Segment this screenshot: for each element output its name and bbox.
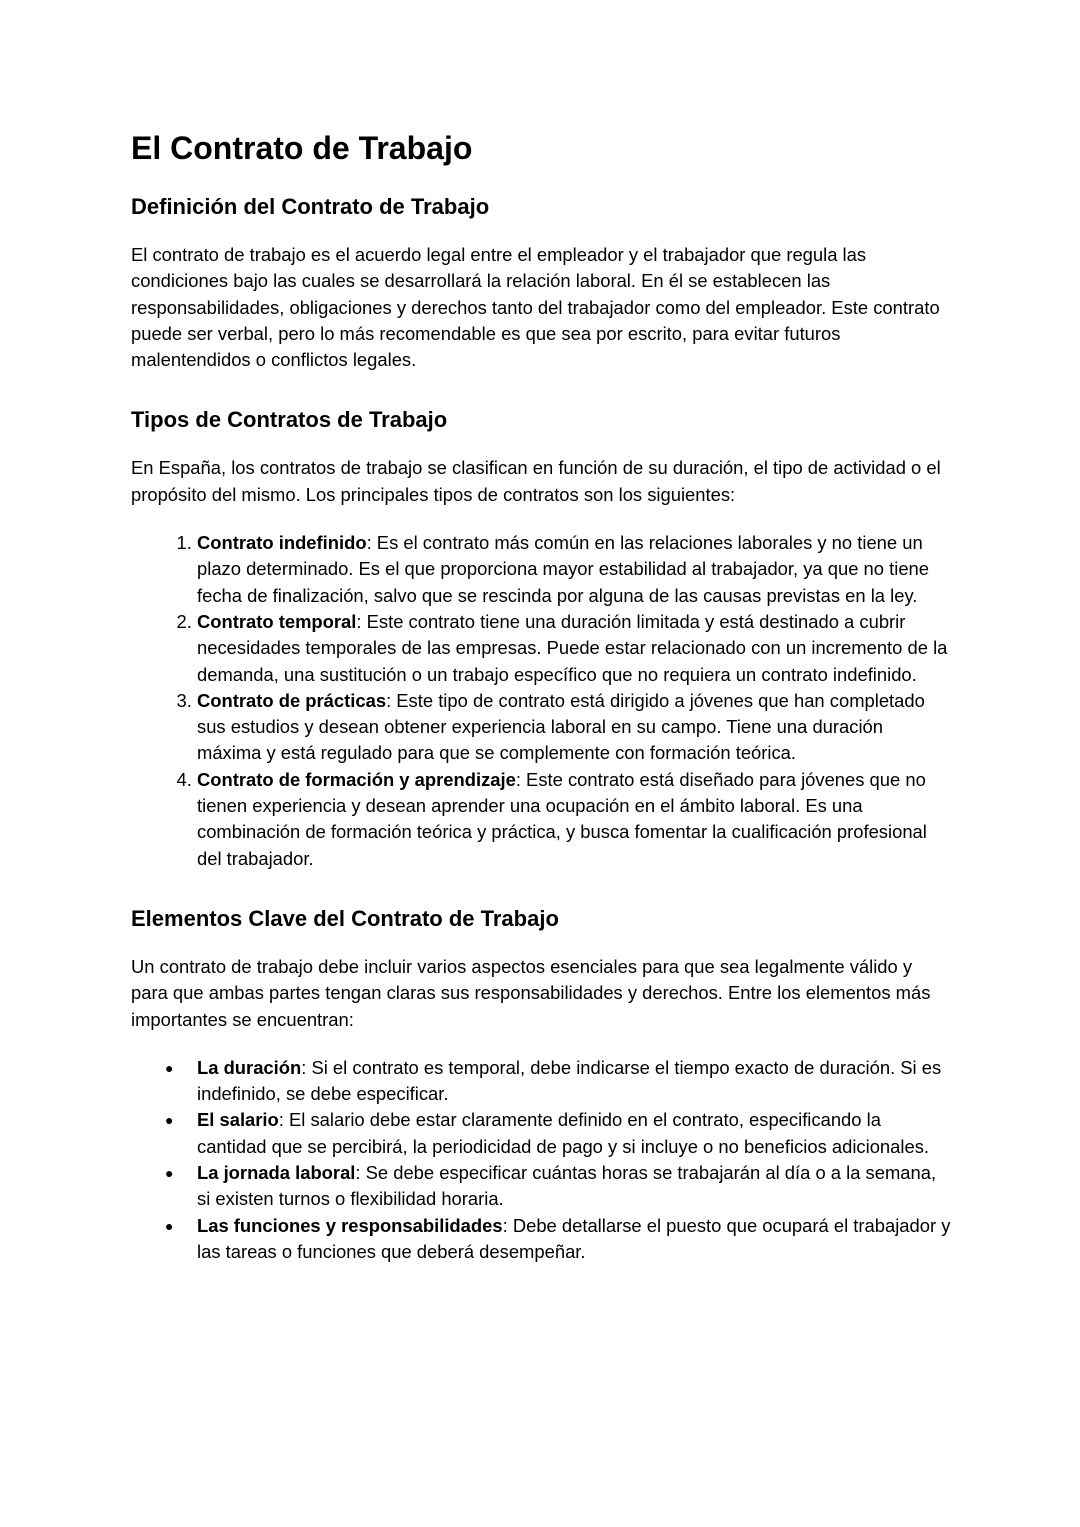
list-item-term: Las funciones y responsabilidades [197, 1214, 503, 1236]
list-item [197, 688, 951, 767]
section-heading-elementos: Elementos Clave del Contrato de Trabajo [131, 905, 559, 931]
list-item-text: : Es el contrato más común en las relaciones laborales y no tiene un plazo determinado. Es el que proporciona mayor estabilidad al trabajador, ya que no tiene fecha de finalización, salvo que se rescinda por alguna de las causas previstas en la ley. [197, 532, 930, 606]
list-item [197, 767, 951, 872]
section-heading-definicion: Definición del Contrato de Trabajo [131, 194, 490, 219]
contract-types-list [131, 530, 951, 872]
list-item [165, 1055, 951, 1108]
list-item-term: Contrato indefinido [197, 532, 367, 554]
list-item [197, 530, 951, 609]
list-item-term: El salario [197, 1109, 279, 1131]
bullet-icon: ● [165, 1112, 174, 1129]
list-item-text: : El salario debe estar claramente definido en el contrato, especificando la cantidad que se percibirá, la periodicidad de pago y si incluye o no beneficios adicionales. [197, 1109, 930, 1157]
bullet-icon: ● [165, 1059, 174, 1076]
list-item-text: : Se debe especificar cuántas horas se trabajarán al día o a la semana, si existen turnos o flexibilidad horaria. [197, 1162, 937, 1210]
paragraph-elementos: Un contrato de trabajo debe incluir varios aspectos esenciales para que sea legalmente válido y para que ambas partes tengan claras sus responsabilidades y derechos. Entre los elementos más importantes se encuentran: [131, 955, 931, 1030]
list-item-text: : Este contrato tiene una duración limitada y está destinado a cubrir necesidades temporales de las empresas. Puede estar relacionado con un incremento de la demanda, una sustitución o un trabajo específico que no requiera un contrato indefinido. [197, 610, 948, 685]
list-item [165, 1213, 951, 1266]
list-item-term: Contrato de prácticas [197, 689, 387, 711]
list-item-term: La duración [197, 1056, 302, 1078]
paragraph-definicion: El contrato de trabajo es el acuerdo legal entre el empleador y el trabajador que regula las condiciones bajo las cuales se desarrollará la relación laboral. En él se establecen las responsabilidades, obligaciones y derechos tanto del trabajador como del empleador. Este contrato puede ser verbal, pero lo más recomendable es que sea por escrito, para evitar futuros malentendidos o conflictos legales. [131, 244, 940, 371]
key-elements-list [131, 1055, 951, 1265]
document-title: El Contrato de Trabajo [131, 130, 473, 166]
list-item-term: Contrato de formación y aprendizaje [197, 768, 516, 790]
list-item-text: : Debe detallarse el puesto que ocupará el trabajador y las tareas o funciones que deberá desempeñar. [197, 1214, 951, 1262]
list-item [165, 1160, 951, 1213]
section-heading-tipos: Tipos de Contratos de Trabajo [131, 407, 448, 433]
list-item-text: : Si el contrato es temporal, debe indicarse el tiempo exacto de duración. Si es indefinido, se debe especificar. [197, 1056, 942, 1105]
bullet-icon: ● [165, 1217, 174, 1234]
document-page [131, 128, 951, 1287]
list-item-term: Contrato temporal [197, 610, 357, 632]
list-item [165, 1107, 951, 1160]
list-item-text: : Este tipo de contrato está dirigido a jóvenes que han completado sus estudios y desean obtener experiencia laboral en su campo. Tiene una duración máxima y está regulado para que se complemente con formación teórica. [197, 689, 925, 764]
list-item-term: La jornada laboral [197, 1162, 356, 1184]
paragraph-tipos: En España, los contratos de trabajo se clasifican en función de su duración, el tipo de actividad o el propósito del mismo. Los principales tipos de contratos son los siguientes: [131, 457, 941, 505]
bullet-icon: ● [165, 1165, 174, 1182]
list-item [197, 609, 951, 688]
list-item-text: : Este contrato está diseñado para jóvenes que no tienen experiencia y desean aprender una ocupación en el ámbito laboral. Es una combinación de formación teórica y práctica, y busca fomentar la cualificación profesional del trabajador. [197, 768, 927, 869]
